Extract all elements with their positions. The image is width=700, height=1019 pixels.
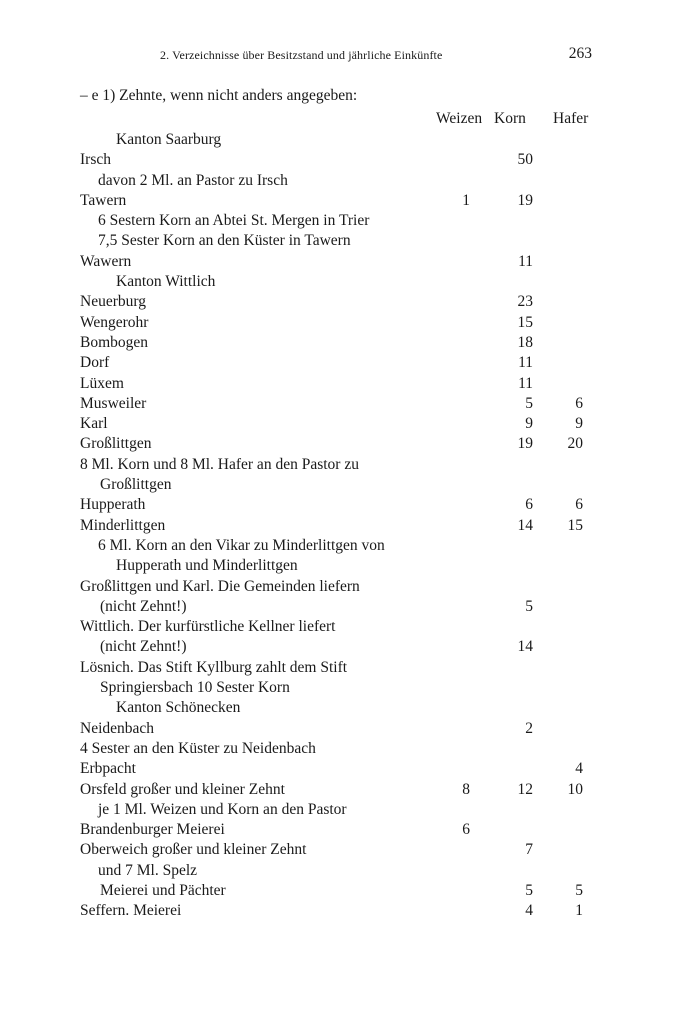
- table-row: [0, 820, 700, 840]
- cell-korn: 14: [517, 638, 533, 656]
- row-label: Kanton Wittlich: [116, 273, 216, 291]
- row-label: Musweiler: [80, 394, 147, 412]
- page-number: 263: [568, 45, 592, 62]
- row-label: Meierei und Pächter: [100, 881, 226, 899]
- table-row: [0, 414, 700, 434]
- cell-hafer: 20: [567, 435, 583, 453]
- row-label: Neuerburg: [80, 293, 146, 311]
- cell-korn: 19: [517, 435, 533, 453]
- row-label: Kanton Saarburg: [116, 131, 222, 148]
- row-label: Lüxem: [80, 374, 124, 392]
- row-label: Tawern: [80, 191, 127, 209]
- row-label: Irsch: [80, 151, 111, 169]
- table-row: [0, 577, 700, 597]
- row-label: und 7 Ml. Spelz: [98, 861, 198, 879]
- table-row: [0, 698, 700, 718]
- row-label: Wittlich. Der kurfürstliche Kellner liefert: [80, 618, 336, 636]
- cell-korn: 11: [518, 252, 533, 270]
- table-row: [0, 536, 700, 556]
- row-label: Wawern: [80, 252, 132, 270]
- cell-korn: 23: [517, 293, 533, 311]
- row-label: Großlittgen und Karl. Die Gemeinden liefern: [80, 577, 360, 595]
- row-label: 7,5 Sester Korn an den Küster in Tawern: [98, 232, 351, 250]
- cell-korn: 11: [518, 374, 533, 392]
- row-label: Neidenbach: [80, 719, 155, 737]
- table-row: [0, 861, 700, 881]
- table-row: [0, 252, 700, 272]
- row-label: Großlittgen: [100, 476, 172, 494]
- table-row: [0, 739, 700, 759]
- cell-korn: 9: [525, 415, 533, 433]
- cell-korn: 11: [518, 354, 533, 372]
- row-label: (nicht Zehnt!): [100, 638, 187, 656]
- table-row: [0, 719, 700, 739]
- table-row: [0, 556, 700, 576]
- row-label: Dorf: [80, 354, 110, 372]
- table-row: [0, 231, 700, 251]
- row-label: Erbpacht: [80, 760, 136, 778]
- table-row: [0, 516, 700, 536]
- cell-hafer: 9: [575, 415, 583, 433]
- cell-hafer: 6: [575, 394, 583, 412]
- table-row: [0, 394, 700, 414]
- cell-korn: 19: [517, 191, 533, 209]
- row-label: Karl: [80, 415, 108, 433]
- table-row: [0, 434, 700, 454]
- cell-hafer: 5: [575, 881, 583, 899]
- table-row: [0, 617, 700, 637]
- column-header-hafer: Hafer: [553, 110, 589, 127]
- cell-hafer: 6: [575, 496, 583, 514]
- table-row: [0, 374, 700, 394]
- row-label: Wengerohr: [80, 313, 149, 331]
- table-row: [0, 333, 700, 353]
- ledger-table: [0, 130, 700, 922]
- row-label: Großlittgen: [80, 435, 152, 453]
- row-label: 4 Sester an den Küster zu Neidenbach: [80, 739, 316, 757]
- row-label: Seffern. Meierei: [80, 902, 182, 920]
- table-row: [0, 637, 700, 657]
- table-row: [0, 475, 700, 495]
- table-row: [0, 597, 700, 617]
- cell-korn: 5: [525, 597, 533, 615]
- column-header-korn: Korn: [494, 110, 526, 127]
- table-row: [0, 759, 700, 779]
- cell-weizen: 1: [462, 191, 470, 209]
- table-row: [0, 211, 700, 231]
- table-row: [0, 495, 700, 515]
- cell-korn: 12: [517, 780, 533, 798]
- row-label: 8 Ml. Korn und 8 Ml. Hafer an den Pastor zu: [80, 455, 359, 473]
- row-label: Hupperath und Minderlittgen: [116, 557, 298, 575]
- table-row: [0, 313, 700, 333]
- row-label: 6 Ml. Korn an den Vikar zu Minderlittgen von: [98, 536, 385, 554]
- table-row: [0, 150, 700, 170]
- table-row: [0, 658, 700, 678]
- cell-korn: 7: [525, 841, 533, 859]
- row-label: je 1 Ml. Weizen und Korn an den Pastor: [98, 800, 347, 818]
- cell-weizen: 8: [462, 780, 470, 798]
- cell-korn: 4: [525, 902, 533, 920]
- table-row: [0, 272, 700, 292]
- table-row: [0, 171, 700, 191]
- section-heading: – e 1) Zehnte, wenn nicht anders angegeben:: [80, 87, 358, 104]
- row-label: Kanton Schönecken: [116, 699, 241, 717]
- running-head: 2. Verzeichnisse über Besitzstand und jährliche Einkünfte: [160, 48, 443, 62]
- row-label: Springiersbach 10 Sester Korn: [100, 679, 290, 697]
- table-row: [0, 881, 700, 901]
- cell-weizen: 6: [462, 821, 470, 839]
- cell-korn: 6: [525, 496, 533, 514]
- row-label: 6 Sestern Korn an Abtei St. Mergen in Trier: [98, 212, 370, 230]
- cell-korn: 50: [517, 151, 533, 169]
- row-label: (nicht Zehnt!): [100, 597, 187, 615]
- table-row: [0, 455, 700, 475]
- cell-korn: 18: [517, 333, 533, 351]
- table-row: [0, 130, 700, 150]
- row-label: Oberweich großer und kleiner Zehnt: [80, 841, 307, 859]
- table-row: [0, 840, 700, 860]
- row-label: Minderlittgen: [80, 516, 166, 534]
- table-row: [0, 800, 700, 820]
- cell-hafer: 1: [575, 902, 583, 920]
- row-label: Orsfeld großer und kleiner Zehnt: [80, 780, 285, 798]
- row-label: davon 2 Ml. an Pastor zu Irsch: [98, 171, 288, 189]
- table-row: [0, 780, 700, 800]
- cell-hafer: 15: [567, 516, 583, 534]
- cell-korn: 2: [525, 719, 533, 737]
- row-label: Bombogen: [80, 333, 149, 351]
- cell-hafer: 10: [567, 780, 583, 798]
- row-label: Hupperath: [80, 496, 146, 514]
- table-row: [0, 353, 700, 373]
- row-label: Lösnich. Das Stift Kyllburg zahlt dem Stift: [80, 658, 348, 676]
- column-header-weizen: Weizen: [436, 110, 483, 127]
- cell-korn: 5: [525, 394, 533, 412]
- table-row: [0, 901, 700, 921]
- table-row: [0, 678, 700, 698]
- cell-korn: 15: [517, 313, 533, 331]
- table-row: [0, 191, 700, 211]
- cell-korn: 14: [517, 516, 533, 534]
- cell-korn: 5: [525, 881, 533, 899]
- cell-hafer: 4: [575, 760, 583, 778]
- row-label: Brandenburger Meierei: [80, 821, 225, 839]
- table-row: [0, 292, 700, 312]
